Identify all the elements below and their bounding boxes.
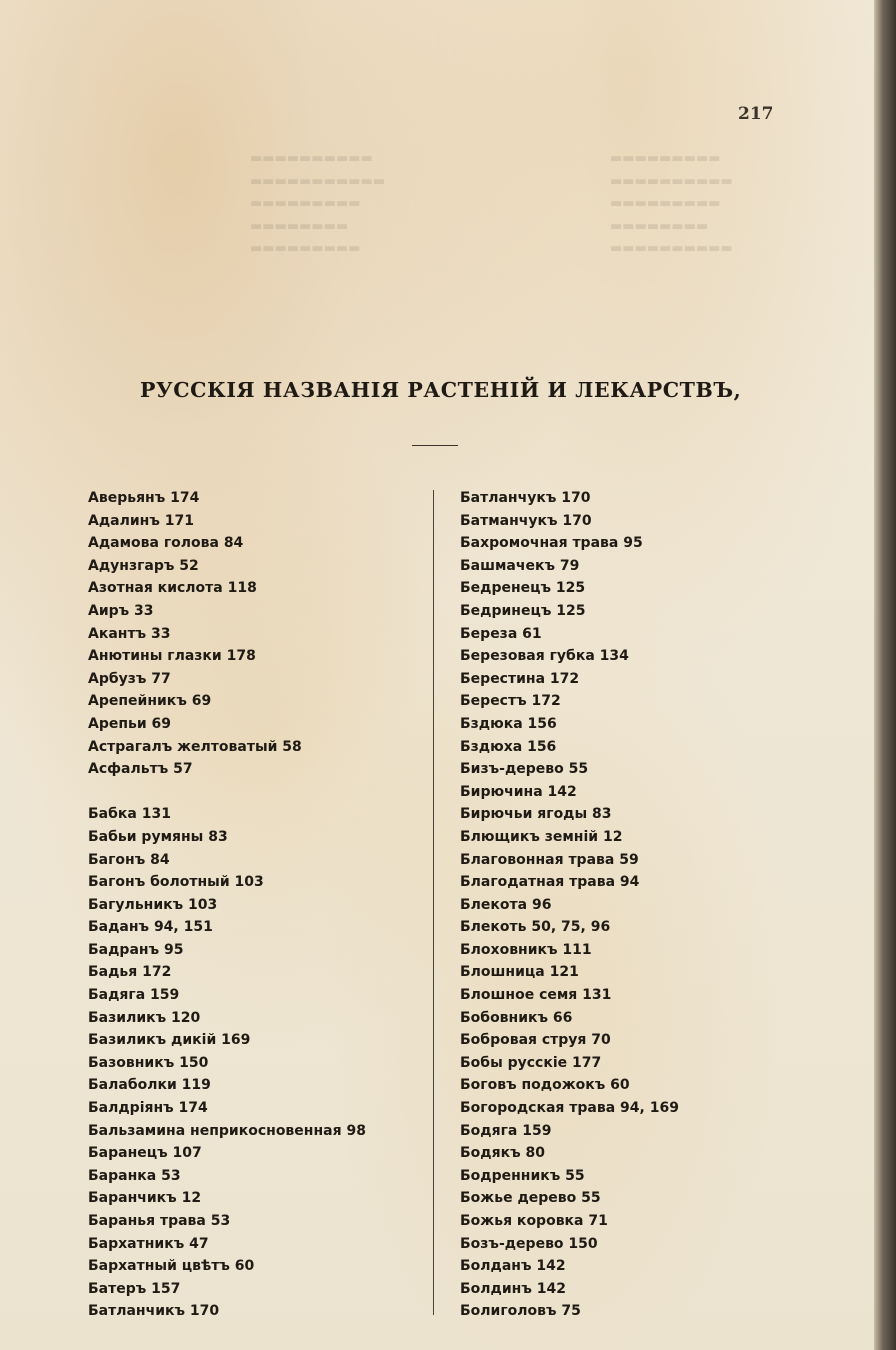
index-entry: Батланчикъ 170 (88, 1303, 220, 1320)
index-entry: Бирючьи ягоды 83 (460, 806, 612, 823)
index-entry: Бадья 172 (88, 964, 172, 981)
index-entry: Бодренникъ 55 (460, 1167, 585, 1184)
index-entry: Блекоть 50, 75, 96 (460, 919, 611, 936)
index-entry: Башмачекъ 79 (460, 557, 580, 574)
index-entry: Болиголовъ 75 (460, 1303, 581, 1320)
index-entry: Бобовникъ 66 (460, 1009, 573, 1026)
index-entry: Богородская трава 94, 169 (460, 1100, 679, 1117)
index-entry: Батеръ 157 (88, 1280, 181, 1297)
index-entry: Бадранъ 95 (88, 941, 184, 958)
index-entry: Бадяга 159 (88, 987, 180, 1004)
index-entry: Астрагалъ желтоватый 58 (88, 738, 302, 755)
index-entry: Бабка 131 (88, 806, 171, 823)
index-entry: Болдинъ 142 (460, 1280, 566, 1297)
index-entry: Божья коровка 71 (460, 1213, 608, 1229)
index-entry: Бодякъ 80 (460, 1145, 545, 1162)
index-entry: Баданъ 94, 151 (88, 919, 213, 936)
right-column (460, 487, 760, 1323)
index-entry: Блоховникъ 111 (460, 941, 592, 958)
index-entry: Аиръ 33 (88, 602, 154, 619)
index-entry: Берестина 172 (460, 670, 580, 687)
index-entry: Батланчукъ 170 (460, 490, 591, 506)
index-entry: Блошное семя 131 (460, 987, 612, 1004)
index-entry: Балаболки 119 (88, 1077, 211, 1094)
index-entry: Балдріянъ 174 (88, 1100, 208, 1117)
index-entry: Акантъ 33 (88, 625, 171, 642)
column-divider (433, 490, 434, 1315)
bleed-through-text: ▬▬▬▬▬▬▬▬▬▬ ▬▬▬▬▬▬▬▬▬▬▬ ▬▬▬▬▬▬▬▬▬ ▬▬▬▬▬▬▬▬ ▬▬▬▬▬▬▬▬▬ (250, 151, 386, 257)
index-entry: Болданъ 142 (460, 1258, 566, 1275)
index-entry: Берестъ 172 (460, 693, 561, 710)
index-entry: Бабьи румяны 83 (88, 828, 228, 845)
index-entry: Базиликъ дикій 169 (88, 1032, 251, 1049)
index-entry: Бизъ-дерево 55 (460, 761, 589, 778)
section-gap (88, 781, 418, 804)
book-spine-edge (874, 0, 896, 1350)
index-entry: Аверьянъ 174 (88, 490, 200, 506)
index-entry: Бедренецъ 125 (460, 580, 586, 597)
index-entry: Азотная кислота 118 (88, 580, 257, 597)
index-entry: Бозъ-дерево 150 (460, 1235, 598, 1252)
index-entry: Бархатный цвѣтъ 60 (88, 1258, 255, 1275)
index-entry: Блошница 121 (460, 964, 579, 981)
index-entry: Арбузъ 77 (88, 670, 171, 687)
index-entry: Береза 61 (460, 625, 542, 642)
page-number: 217 (738, 104, 774, 124)
index-entry: Баранка 53 (88, 1167, 181, 1184)
index-entry: Божье дерево 55 (460, 1190, 601, 1207)
index-entry: Асфальтъ 57 (88, 761, 193, 778)
index-entry: Бедринецъ 125 (460, 602, 586, 619)
index-entry: Баранецъ 107 (88, 1145, 202, 1162)
index-entry: Благодатная трава 94 (460, 874, 640, 891)
index-entry: Анютины глазки 178 (88, 648, 256, 665)
index-entry: Бздюка 156 (460, 715, 557, 732)
index-entry: Бахромочная трава 95 (460, 535, 643, 552)
index-entry: Адалинъ 171 (88, 512, 194, 529)
index-entry: Баранья трава 53 (88, 1213, 231, 1229)
left-column (88, 487, 418, 1323)
index-entry: Благовонная трава 59 (460, 851, 639, 868)
index-entry: Боговъ подожокъ 60 (460, 1077, 630, 1094)
bleed-through-text-right: ▬▬▬▬▬▬▬▬▬ ▬▬▬▬▬▬▬▬▬▬ ▬▬▬▬▬▬▬▬▬ ▬▬▬▬▬▬▬▬ ▬▬▬▬▬▬▬▬▬▬ (610, 151, 733, 257)
index-entry: Багонъ болотный 103 (88, 874, 264, 891)
page-title: РУССКІЯ НАЗВАНІЯ РАСТЕНІЙ И ЛЕКАРСТВЪ, (140, 378, 742, 402)
index-entry: Батманчукъ 170 (460, 512, 592, 529)
index-entry: Бодяга 159 (460, 1122, 552, 1139)
index-entry: Блющикъ земній 12 (460, 828, 623, 845)
index-entry: Бальзамина неприкосновенная 98 (88, 1122, 366, 1139)
index-entry: Бобы русскіе 177 (460, 1054, 602, 1071)
index-entry: Базовникъ 150 (88, 1054, 209, 1071)
index-entry: Березовая губка 134 (460, 648, 629, 665)
index-entry: Базиликъ 120 (88, 1009, 201, 1026)
index-entry: Бархатникъ 47 (88, 1235, 209, 1252)
index-entry: Бобровая струя 70 (460, 1032, 611, 1049)
title-divider (412, 445, 458, 446)
index-entry: Арепейникъ 69 (88, 693, 212, 710)
index-entry: Адамова голова 84 (88, 535, 244, 552)
index-entry: Блекота 96 (460, 896, 552, 913)
index-entry: Арепьи 69 (88, 715, 172, 732)
index-entry: Бздюха 156 (460, 738, 557, 755)
index-entry: Багульникъ 103 (88, 896, 218, 913)
index-entry: Багонъ 84 (88, 851, 170, 868)
index-entry: Баранчикъ 12 (88, 1190, 202, 1207)
index-entry: Бирючина 142 (460, 783, 577, 800)
index-entry: Адунзгаръ 52 (88, 557, 199, 574)
